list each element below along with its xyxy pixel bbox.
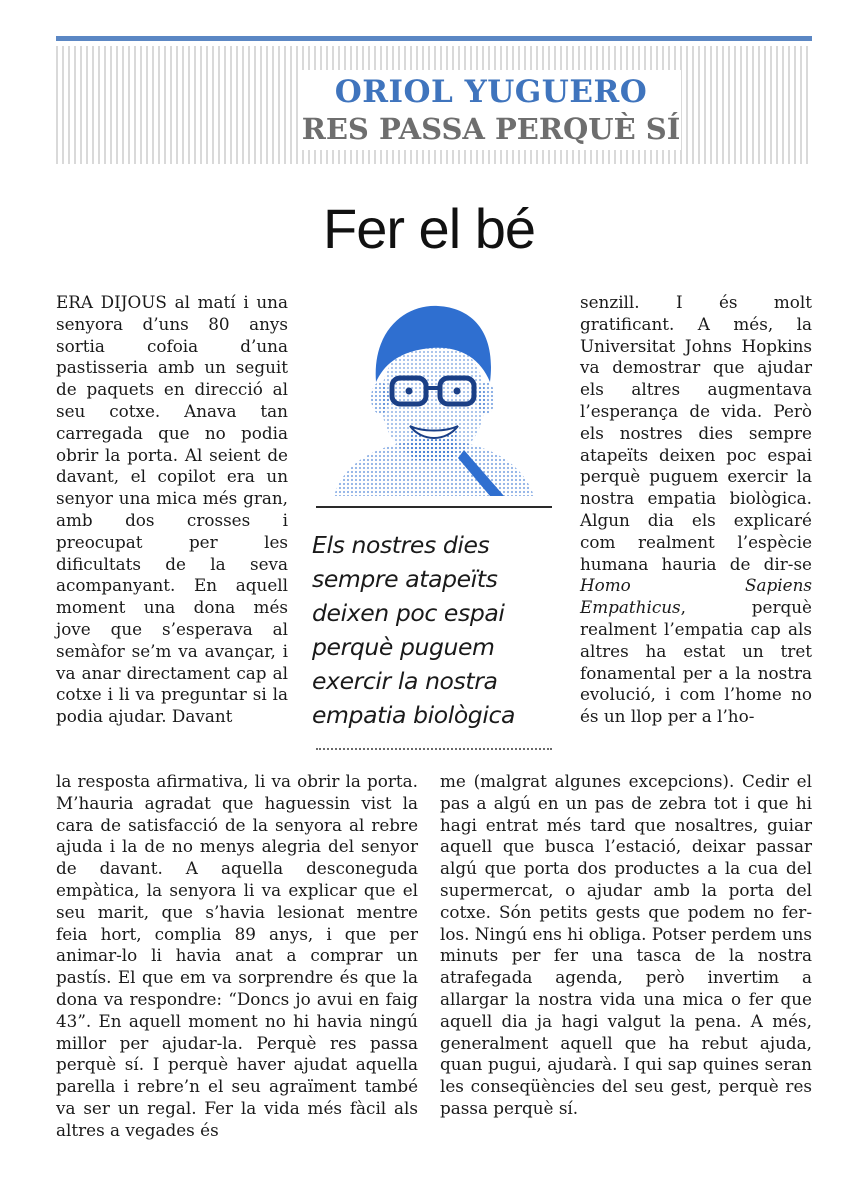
author-portrait: [314, 290, 552, 496]
author-portrait-icon: [314, 290, 552, 496]
body-paragraph: [580, 292, 812, 728]
body-column-1-upper: [56, 292, 288, 728]
pullquote-bottom-rule: [316, 748, 552, 750]
body-text: , perquè realment l’empatia cap als altres ha estat un tret fonamental per a la nostra evolució, i com l’home no és un llop per a l’ho-: [580, 597, 812, 727]
column-section-name: RES PASSA PERQUÈ SÍ: [301, 112, 681, 146]
body-text: me (malgrat algunes excepcions). Cedir el pas a algú en un pas de zebra tot i que hi hagi entrat més tard que nosaltres, guiar aquell que busca l’estació, deixar passar algú que porta dos productes a la cua del supermercat, o ajudar amb la porta del cotxe. Són petits gests que podem no fer-los. Ningú ens hi obliga. Potser perdem uns minuts per fer una tasca de la nostra atrafegada agenda, però invertim a allargar la nostra vida una mica o fer que aquell dia ja hagi valgut la pena. A més, generalment aquell que ha rebut ajuda, quan pugui, ajudarà. I qui sap quines seran les conseqüències del seu gest, perquè res passa perquè sí.: [440, 771, 812, 1118]
header-top-rule: [56, 36, 812, 41]
body-text: senzill. I és molt gratificant. A més, la Universitat Johns Hopkins va demostrar que ajudar els altres augmentava l’esperança de vida. Però els nostres dies sempre atapeïts deixen poc espai perquè puguem exercir la nostra empatia biològica. Algun dia els explicaré com realment l’espècie humana hauria de dir-se: [580, 292, 812, 574]
lead-in: ERA DIJOUS: [56, 292, 167, 312]
body-paragraph: [56, 292, 288, 728]
latin-term: Homo Sapiens Empathicus: [580, 575, 812, 618]
body-text: al matí i una senyora d’uns 80 anys sortia cofoia d’una pastisseria amb un seguit de paquets en direcció al seu cotxe. Anava tan carregada que no podia obrir la porta. Al seient de davant, el copilot era un senyor una mica més gran, amb dos crosses i preocupat per les dificultats de la seva acompanyant. En aquell moment una dona més jove que s’esperava al semàfor se’m va avançar, i va anar directament cap al cotxe i li va preguntar si la podia ajudar. Davant: [56, 292, 288, 727]
pull-quote: Els nostres dies sempre atapeïts deixen poc espai perquè puguem exercir la nostra empatia biològica: [312, 531, 515, 729]
article-title: Fer el bé: [323, 197, 535, 260]
body-text: la resposta afirmativa, li va obrir la porta. M’hauria agradat que haguessin vist la cara de satisfacció de la senyora al rebre ajuda i la de no menys alegria del senyor de davant. A aquella desconeguda empàtica, la senyora li va explicar que el seu marit, que s’havia lesionat mentre feia hort, complia 89 anys, i que per animar-lo li havia anat a comprar un pastís. El que em va sorprendre és que la dona va respondre: “Doncs jo avui en faig 43”. En aquell moment no hi havia ningú millor per ajudar-la. Perquè res passa perquè sí. I perquè haver ajudat aquella parella i rebre’n el seu agraïment també va ser un regal. Fer la vida més fàcil als altres a vegades és: [56, 771, 418, 1140]
pullquote-top-rule: [316, 506, 552, 508]
author-name: ORIOL YUGUERO: [334, 74, 648, 110]
column-header-label-box: [301, 70, 681, 150]
body-column-2-upper: [580, 292, 812, 728]
column-header: [56, 46, 812, 164]
body-column-1-lower: [56, 771, 418, 1142]
body-column-2-lower: [440, 771, 812, 1120]
